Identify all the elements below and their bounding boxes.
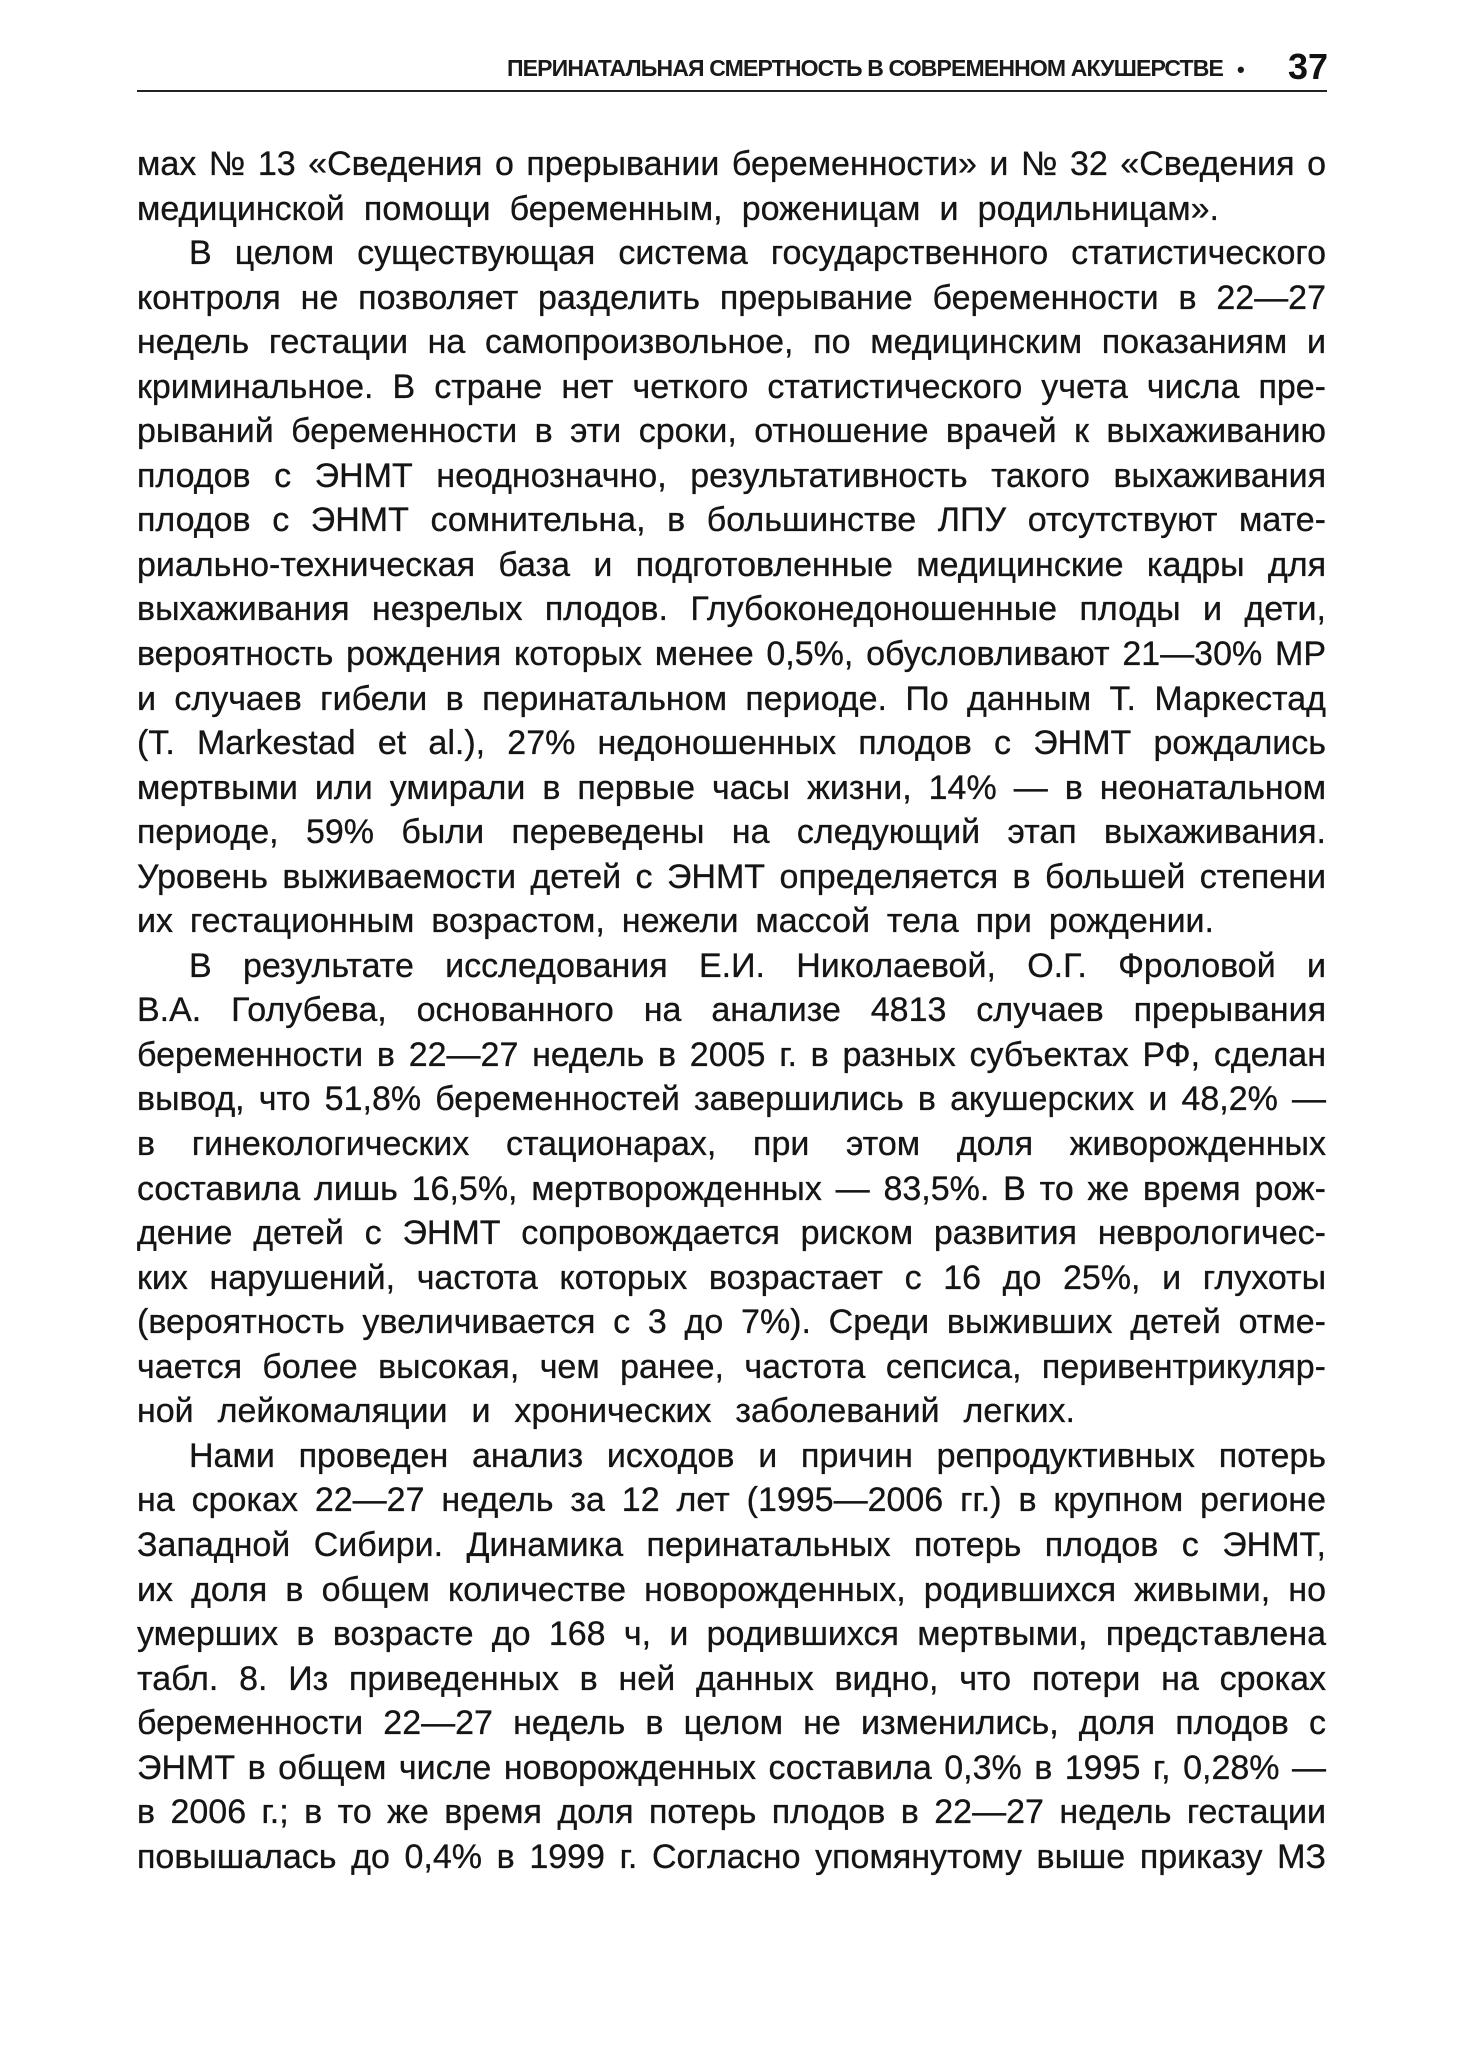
header-rule: [137, 90, 1327, 92]
text-line: плодов с ЭНМТ неоднозначно, результативность такого выхаживания: [137, 456, 1326, 495]
text-line: мертвыми или умирали в первые часы жизни, 14% — в неонатальном: [137, 768, 1326, 807]
text-line: повышалась до 0,4% в 1999 г. Согласно упомянутому выше приказу МЗ: [137, 1837, 1326, 1876]
text-line: Нами проведен анализ исходов и причин репродуктивных потерь: [189, 1436, 1326, 1475]
text-line: (вероятность увеличивается с 3 до 7%). Среди выживших детей отме-: [137, 1303, 1326, 1342]
text-line: Западной Сибири. Динамика перинатальных потерь плодов с ЭНМТ,: [137, 1525, 1326, 1564]
text-line: ЭНМТ в общем числе новорожденных составила 0,3% в 1995 г, 0,28% —: [137, 1748, 1326, 1787]
text-line: выхаживания незрелых плодов. Глубоконедоношенные плоды и дети,: [137, 590, 1326, 629]
text-line: ной лейкомаляции и хронических заболеваний легких.: [137, 1392, 1075, 1431]
text-line: ких нарушений, частота которых возрастает с 16 до 25%, и глухоты: [137, 1258, 1326, 1297]
text-line: В результате исследования Е.И. Николаевой, О.Г. Фроловой и: [189, 946, 1326, 985]
header-separator-bullet: •: [1237, 57, 1245, 82]
text-line: и случаев гибели в перинатальном периоде. По данным Т. Маркестад: [137, 679, 1326, 718]
text-line: беременности в 22—27 недель в 2005 г. в разных субъектах РФ, сделан: [137, 1035, 1326, 1074]
text-line: табл. 8. Из приведенных в ней данных видно, что потери на сроках: [137, 1659, 1326, 1698]
text-line: (T. Markestad et al.), 27% недоношенных плодов с ЭНМТ рождались: [137, 724, 1326, 763]
text-line: риально-техническая база и подготовленные медицинские кадры для: [137, 545, 1326, 584]
text-line: вывод, что 51,8% беременностей завершились в акушерских и 48,2% —: [137, 1080, 1326, 1119]
text-line: их гестационным возрастом, нежели массой тела при рождении.: [137, 902, 1214, 941]
text-line: плодов с ЭНМТ сомнительна, в большинстве ЛПУ отсутствуют мате-: [137, 501, 1326, 540]
text-line: контроля не позволяет разделить прерывание беременности в 22—27: [137, 278, 1326, 317]
running-title: ПЕРИНАТАЛЬНАЯ СМЕРТНОСТЬ В СОВРЕМЕННОМ АКУШЕРСТВЕ: [507, 55, 1223, 81]
text-line: рываний беременности в эти сроки, отношение врачей к выхаживанию: [137, 412, 1326, 451]
paragraph: [137, 1434, 1326, 1879]
text-line: в гинекологических стационарах, при этом доля живорожденных: [137, 1125, 1326, 1164]
text-line: умерших в возрасте до 168 ч, и родившихся мертвыми, представлена: [137, 1615, 1326, 1654]
text-line: Уровень выживаемости детей с ЭНМТ определяется в большей степени: [137, 857, 1326, 896]
page-body: [137, 142, 1326, 1879]
text-line: В.А. Голубева, основанного на анализе 4813 случаев прерывания: [137, 991, 1326, 1030]
text-line: составила лишь 16,5%, мертворожденных — 83,5%. В то же время рож-: [137, 1169, 1326, 1208]
page-number: 37: [1288, 46, 1329, 87]
text-line: мах № 13 «Сведения о прерывании беременности» и № 32 «Сведения о: [137, 145, 1326, 183]
text-line: недель гестации на самопроизвольное, по медицинским показаниям и: [137, 323, 1326, 362]
text-line: их доля в общем количестве новорожденных, родившихся живыми, но: [137, 1570, 1326, 1609]
paragraph: [137, 231, 1326, 944]
text-line: на сроках 22—27 недель за 12 лет (1995—2006 гг.) в крупном регионе: [137, 1481, 1326, 1520]
text-line: чается более высокая, чем ранее, частота сепсиса, перивентрикуляр-: [137, 1347, 1326, 1386]
text-line: вероятность рождения которых менее 0,5%, обусловливают 21—30% МР: [137, 635, 1326, 674]
text-line: в 2006 г.; в то же время доля потерь плодов в 22—27 недель гестации: [137, 1793, 1326, 1832]
text-line: медицинской помощи беременным, роженицам и родильницам».: [137, 189, 1219, 228]
text-line: беременности 22—27 недель в целом не изменились, доля плодов с: [137, 1704, 1326, 1743]
running-header: [0, 0, 1470, 100]
paragraph: [137, 944, 1326, 1434]
text-line: дение детей с ЭНМТ сопровождается риском развития неврологичес-: [137, 1214, 1326, 1253]
paragraph: [137, 142, 1326, 231]
text-line: периоде, 59% были переведены на следующий этап выхаживания.: [137, 813, 1326, 852]
text-line: В целом существующая система государственного статистического: [189, 234, 1326, 273]
text-line: криминальное. В стране нет четкого статистического учета числа пре-: [137, 367, 1326, 406]
